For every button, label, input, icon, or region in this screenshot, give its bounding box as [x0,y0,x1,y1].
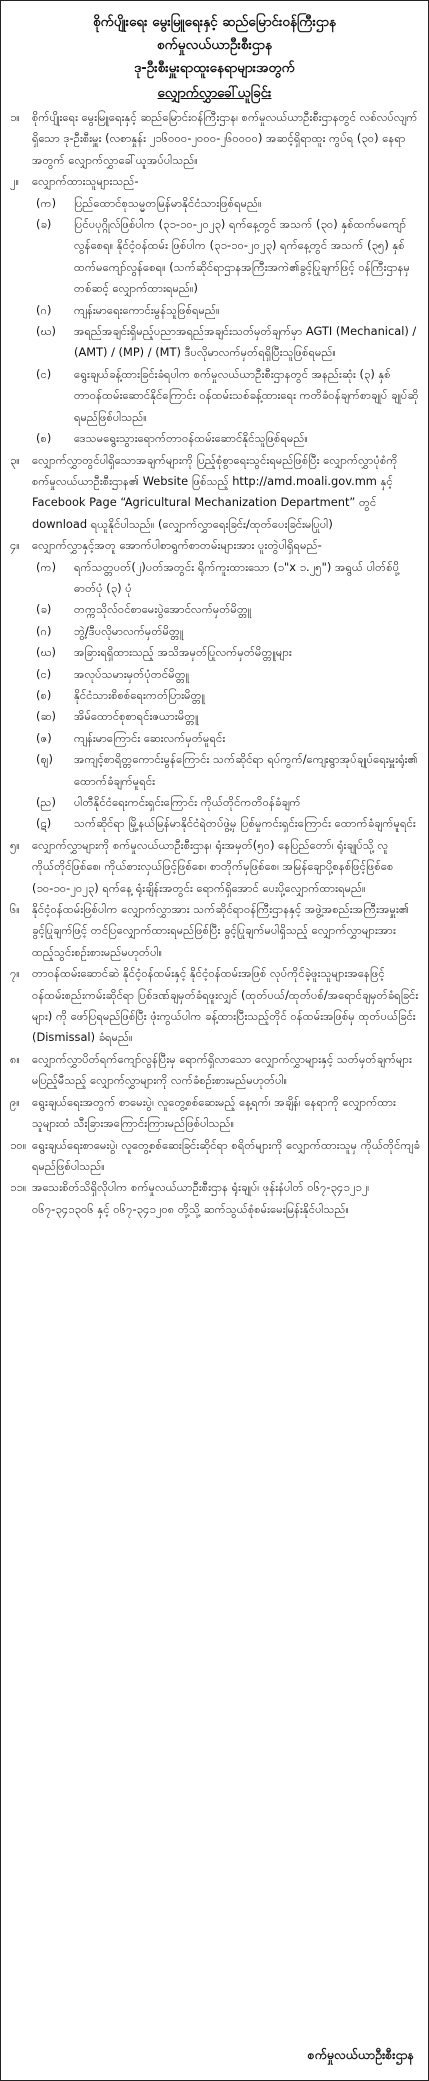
clause-text: လျှောက်လွှာနှင့်အတူ အောက်ပါစာရွက်စာတမ်းများအား ပူးတွဲပါရှိရမည်- [32,538,322,553]
clause-text: ဘွဲ့/ဒီပလိုမာလက်မှတ်မိတ္တူ [74,623,184,638]
clause-number: ၆။ [10,902,20,917]
sub-clause [10,321,420,364]
sub-clause [10,728,420,749]
numbered-clause [10,1177,420,1220]
numbered-clause [10,1049,420,1092]
sub-clause [10,642,420,663]
ministry-name: စိုက်ပျိုးရေး မွေးမြူရေးနှင့် ဆည်မြောင်းဝန်ကြီးဌာန [93,14,336,30]
clause-number: (စ) [36,687,52,702]
clause-text: အသေးစိတ်သိရှိလိုပါက စက်မှုလယ်ယာဦးစီးဌာန ရုံးချုပ်၊ ဖုန်းနံပါတ် ၀၆၇-၃၄၁၂၁၂၊ ၀၆၇-၃၄၁၃၀၆ နှင့် ၀၆၇-၃၄၁၂၀၈ တို့သို့ ဆက်သွယ်စုံစမ်းမေးမြန်းနိုင်ပါသည်။ [32,1180,370,1216]
sub-clause [10,193,420,214]
sub-clause [10,813,420,834]
clause-text: ရွေးချယ်ခန့်ထားခြင်းခံရပါက စက်မှုလယ်ယာဦးစီးဌာနတွင် အနည်းဆုံး (၃) နှစ် တာဝန်ထမ်းဆောင်နိုင်ကြောင်း ဝန်ထမ်းသစ်ခန့်ထားရေး ကတိခံဝန်ချက်စာချုပ် ချုပ်ဆိုရမည်ဖြစ်ပါသည်။ [74,366,419,424]
sub-clause [10,792,420,813]
sub-clause [10,300,420,321]
clause-number: (ဇ) [36,730,52,745]
clause-text: ပြင်ပပုဂ္ဂိုလ်ဖြစ်ပါက (၃၁-၁၀-၂၀၂၃) ရက်နေ့တွင် အသက် (၃၀) နှစ်ထက်မကျော်လွန်စေရ။ နိုင်ငံ့ဝန်ထမ်း ဖြစ်ပါက (၃၁-၁၀-၂၀၂၃) ရက်နေ့တွင် အသက် (၃၅) နှစ်ထက်မကျော်လွန်စေရ။ (သက်ဆိုင်ရာဌာနအကြီးအကဲ၏ခွင့်ပြုချက်ဖြင့် ဝန်ကြီးဌာနမှတစ်ဆင့် လျှောက်ထားရမည်။) [74,217,410,296]
clause-text: စိုက်ပျိုးရေး မွေးမြူရေးနှင့် ဆည်မြောင်းဝန်ကြီးဌာန၊ စက်မှုလယ်ယာဦးစီးဌာနတွင် လစ်လပ်လျက်ရှိသော ဒု-ဦးစီးမှူး (လစာနှုန်း ၂၁၆၀၀၀-၂၀၀၀-၂၆၀၀၀၀) အဆင့်ရှိရာထူး ကွပ်ရ (၃၀) နေရာအတွက် လျှောက်လွှာခေါ်ယူအပ်ပါသည်။ [32,110,418,167]
numbered-clause [10,835,420,899]
clause-number: ၄။ [10,538,20,553]
numbered-clause [10,1092,420,1135]
clause-number: (က) [36,195,57,210]
clause-number: (က) [36,559,57,574]
clause-text: လျှောက်လွှာများကို စက်မှုလယ်ယာဦးစီးဌာန၊ ရုံးအမှတ်(၅၀) နေပြည်တော်၊ ရုံးချုပ်သို့ လူကိုယ်တိုင်ဖြစ်စေ၊ ကိုယ်စားလှယ်ဖြင့်ဖြစ်စေ၊ စာတိုက်မှဖြစ်စေ၊ အမြန်ချောပို့စနစ်ဖြင့်ဖြစ်စေ (၁၀-၁၀-၂၀၂၃) ရက်နေ့ ရုံးချိန်းအတွင်း ရောက်ရှိအောင် ပေးပို့လျှောက်ထားရမည်။ [32,837,394,895]
numbered-clause [10,535,420,556]
clause-text: အခြားရရှိထားသည့် အသိအမှတ်ပြုလက်မှတ်မိတ္တူများ [74,645,292,660]
position-heading: ဒု-ဦးစီးမှူးရာထူးနေရာများအတွက် [134,60,295,76]
sub-clause [10,685,420,706]
sub-clause [10,364,420,428]
clause-text: နိုင်ငံသားစိစစ်ရေးကတ်ပြားမိတ္တူ [74,687,206,702]
clause-text: ကျန်းမာရေးကောင်းမွန်သူဖြစ်ရမည်။ [74,302,220,317]
clause-number: (ခ) [36,602,52,617]
numbered-clause [10,171,420,192]
clause-number: (ဃ) [36,645,57,660]
sub-clause [10,706,420,727]
clause-number: (င) [36,366,52,381]
announcement-header [1,1,428,105]
clause-text: အကျင့်စာရိတ္တကောင်းမွန်ကြောင်း သက်ဆိုင်ရာ ရပ်ကွက်/ကျေးရွာအုပ်ချုပ်ရေးမှူးရုံး၏ ထောက်ခံချက်မူရင်း [74,752,418,788]
clause-number: ၁၀။ [10,1137,27,1152]
clause-text: နိုင်ငံ့ဝန်ထမ်းဖြစ်ပါက လျှောက်လွှာအား သက်ဆိုင်ရာဝန်ကြီးဌာနနှင့် အဖွဲ့အစည်းအကြီးအမှူး၏ ခွင့်ပြုချက်ဖြင့် တင်ပြလျှောက်ထားရမည်ဖြစ်ပြီး ခွင့်ပြုချက်မပါရှိသည့် လျှောက်လွှာများအား ထည့်သွင်းစဉ်းစားမည်မဟုတ်ပါ။ [32,902,410,959]
clause-text: ရွေးချယ်ရေးအတွက် စာမေးပွဲ၊ လူတွေ့စစ်ဆေးမည့် နေ့ရက်၊ အချိန်၊ နေရာကို လျှောက်ထားသူများထံ သီးခြားအကြောင်းကြားမည်ဖြစ်ပါသည်။ [32,1094,396,1131]
clause-number: ၁၁။ [10,1180,27,1195]
clause-text: ရွေးချယ်ရေးစာမေးပွဲ၊ လူတွေ့စစ်ဆေးခြင်းဆိုင်ရာ စရိတ်များကို လျှောက်ထားသူမှ ကိုယ်တိုင်ကျခံရမည်ဖြစ်ပါသည်။ [32,1137,420,1173]
clause-text: ဒေသမရွေးသွားရောက်တာဝန်ထမ်းဆောင်နိုင်သူဖြစ်ရမည်။ [74,431,308,446]
clause-text: အိမ်ထောင်စုစာရင်းဇယားမိတ္တူ [74,709,199,724]
sub-clause [10,599,420,620]
issuing-department-signature: စက်မှုလယ်ယာဦးစီးဌာန [307,2047,414,2062]
clause-number: ၃။ [10,452,20,467]
clause-number: (ဃ) [36,324,57,339]
clause-text: အရည်အချင်းရှိမည့်ပညာအရည်အချင်းသတ်မှတ်ချက်မှာ AGTI (Mechanical) / (AMT) / (MP) / (MT) ဒီပလိုမာလက်မှတ်ရရှိပြီးသူဖြစ်ရမည်။ [74,324,417,360]
clause-text: တာဝန်ထမ်းဆောင်ဆဲ နိုင်ငံ့ဝန်ထမ်းနှင့် နိုင်ငံ့ဝန်ထမ်းအဖြစ် လုပ်ကိုင်ခဲ့ဖူးသူများအနေဖြင့် ဝန်ထမ်းစည်းကမ်းဆိုင်ရာ ပြစ်ဒဏ်ချမှတ်ခံရဖူးလျှင် (ထုတ်ပယ်/ထုတ်ပစ်/အရောင်ချမှတ်ခံရခြင်းများ) ကို ဖော်ပြရမည်ဖြစ်ပြီး ဖုံးကွယ်ပါက ခန့်ထားပြီးသည့်တိုင် ဝန်ထမ်းအဖြစ်မှ ထုတ်ပယ်ခြင်း (Dismissal) ခံရမည်။ [32,966,419,1045]
sub-clause [10,214,420,300]
clause-text: သက်ဆိုင်ရာ မြို့နယ်မြန်မာနိုင်ငံရဲတပ်ဖွဲ့မှ ပြစ်မှုကင်းရှင်းကြောင်း ထောက်ခံချက်မူရင်း [74,816,416,831]
clause-number: (ဂ) [36,623,52,638]
announcement-title: လျှောက်လွှာခေါ်ယူခြင်း [157,85,272,101]
clause-number: ၅။ [10,837,20,852]
clause-text: အလုပ်သမားမှတ်ပုံတင်မိတ္တူ [74,666,190,681]
clause-number: (ဈ) [36,752,53,767]
clause-text: လျှောက်ထားသူများသည်- [32,174,139,189]
clause-number: (င) [36,666,52,681]
clause-number: ၇။ [10,966,20,981]
numbered-clause [10,1135,420,1178]
announcement-body [1,105,428,1220]
clause-number: (ခ) [36,217,52,232]
sub-clause [10,664,420,685]
clause-number: ၉။ [10,1094,20,1109]
clause-text: တက္ကသိုလ်ဝင်စာမေးပွဲအောင်လက်မှတ်မိတ္တူ [74,602,252,617]
clause-number: (စ) [36,431,52,446]
clause-number: ၂။ [10,174,20,189]
clause-number: ၁။ [10,110,20,124]
clause-number: ၈။ [10,1051,20,1066]
clause-number: (ဂ) [36,302,52,317]
clause-text: လျှောက်လွှာပိတ်ရက်ကျော်လွန်ပြီးမှ ရောက်ရှိလာသော လျှောက်လွှာများနှင့် သတ်မှတ်ချက်များ မပြည့်မီသည့် လျှောက်လွှာများကို လက်ခံစဉ်းစားမည်မဟုတ်ပါ။ [32,1051,412,1088]
sub-clause [10,557,420,600]
clause-text: လျှောက်လွှာတွင်ပါရှိသောအချက်များကို ပြည့်စုံစွာရေးသွင်းရမည်ဖြစ်ပြီး လျှောက်လွှာပုံစံကို စက်မှုလယ်ယာဦးစီးဌာန၏ Website ဖြစ်သည့် http://amd.moali.gov.mm နှင့် Facebook Page “Agricultural Mechanization Department” တွင် download ရယူနိုင်ပါသည်။ (လျှောက်လွှာရေးခြင်း/ထုတ်ပေးခြင်းမပြုပါ) [32,452,398,531]
department-name: စက်မှုလယ်ယာဦးစီးဌာန [157,37,272,53]
numbered-clause [10,107,420,171]
sub-clause [10,621,420,642]
clause-text: ရက်သတ္တပတ်(၂)ပတ်အတွင်း ရိုက်ကူးထားသော (၁"x ၁.၂၅") အရွယ် ပါတ်စ်ပို့ဓာတ်ပုံ (၃) ပုံ [74,559,400,595]
sub-clause [10,428,420,449]
clause-text: ပြည်ထောင်စုသမ္မတမြန်မာနိုင်ငံသားဖြစ်ရမည်။ [74,195,262,210]
sub-clause [10,749,420,792]
numbered-clause [10,963,420,1049]
clause-number: (ဋ) [36,816,52,831]
clause-number: (ည) [36,795,56,809]
clause-number: (ဆ) [36,709,56,724]
clause-text: ကျန်းမာကြောင်း ဆေးလက်မှတ်မူရင်း [74,730,226,745]
numbered-clause [10,899,420,963]
numbered-clause [10,450,420,536]
clause-text: ပါတီနိုင်ငံရေးကင်းရှင်းကြောင်း ကိုယ်တိုင်ကတိဝန်ခံချက် [74,795,301,809]
